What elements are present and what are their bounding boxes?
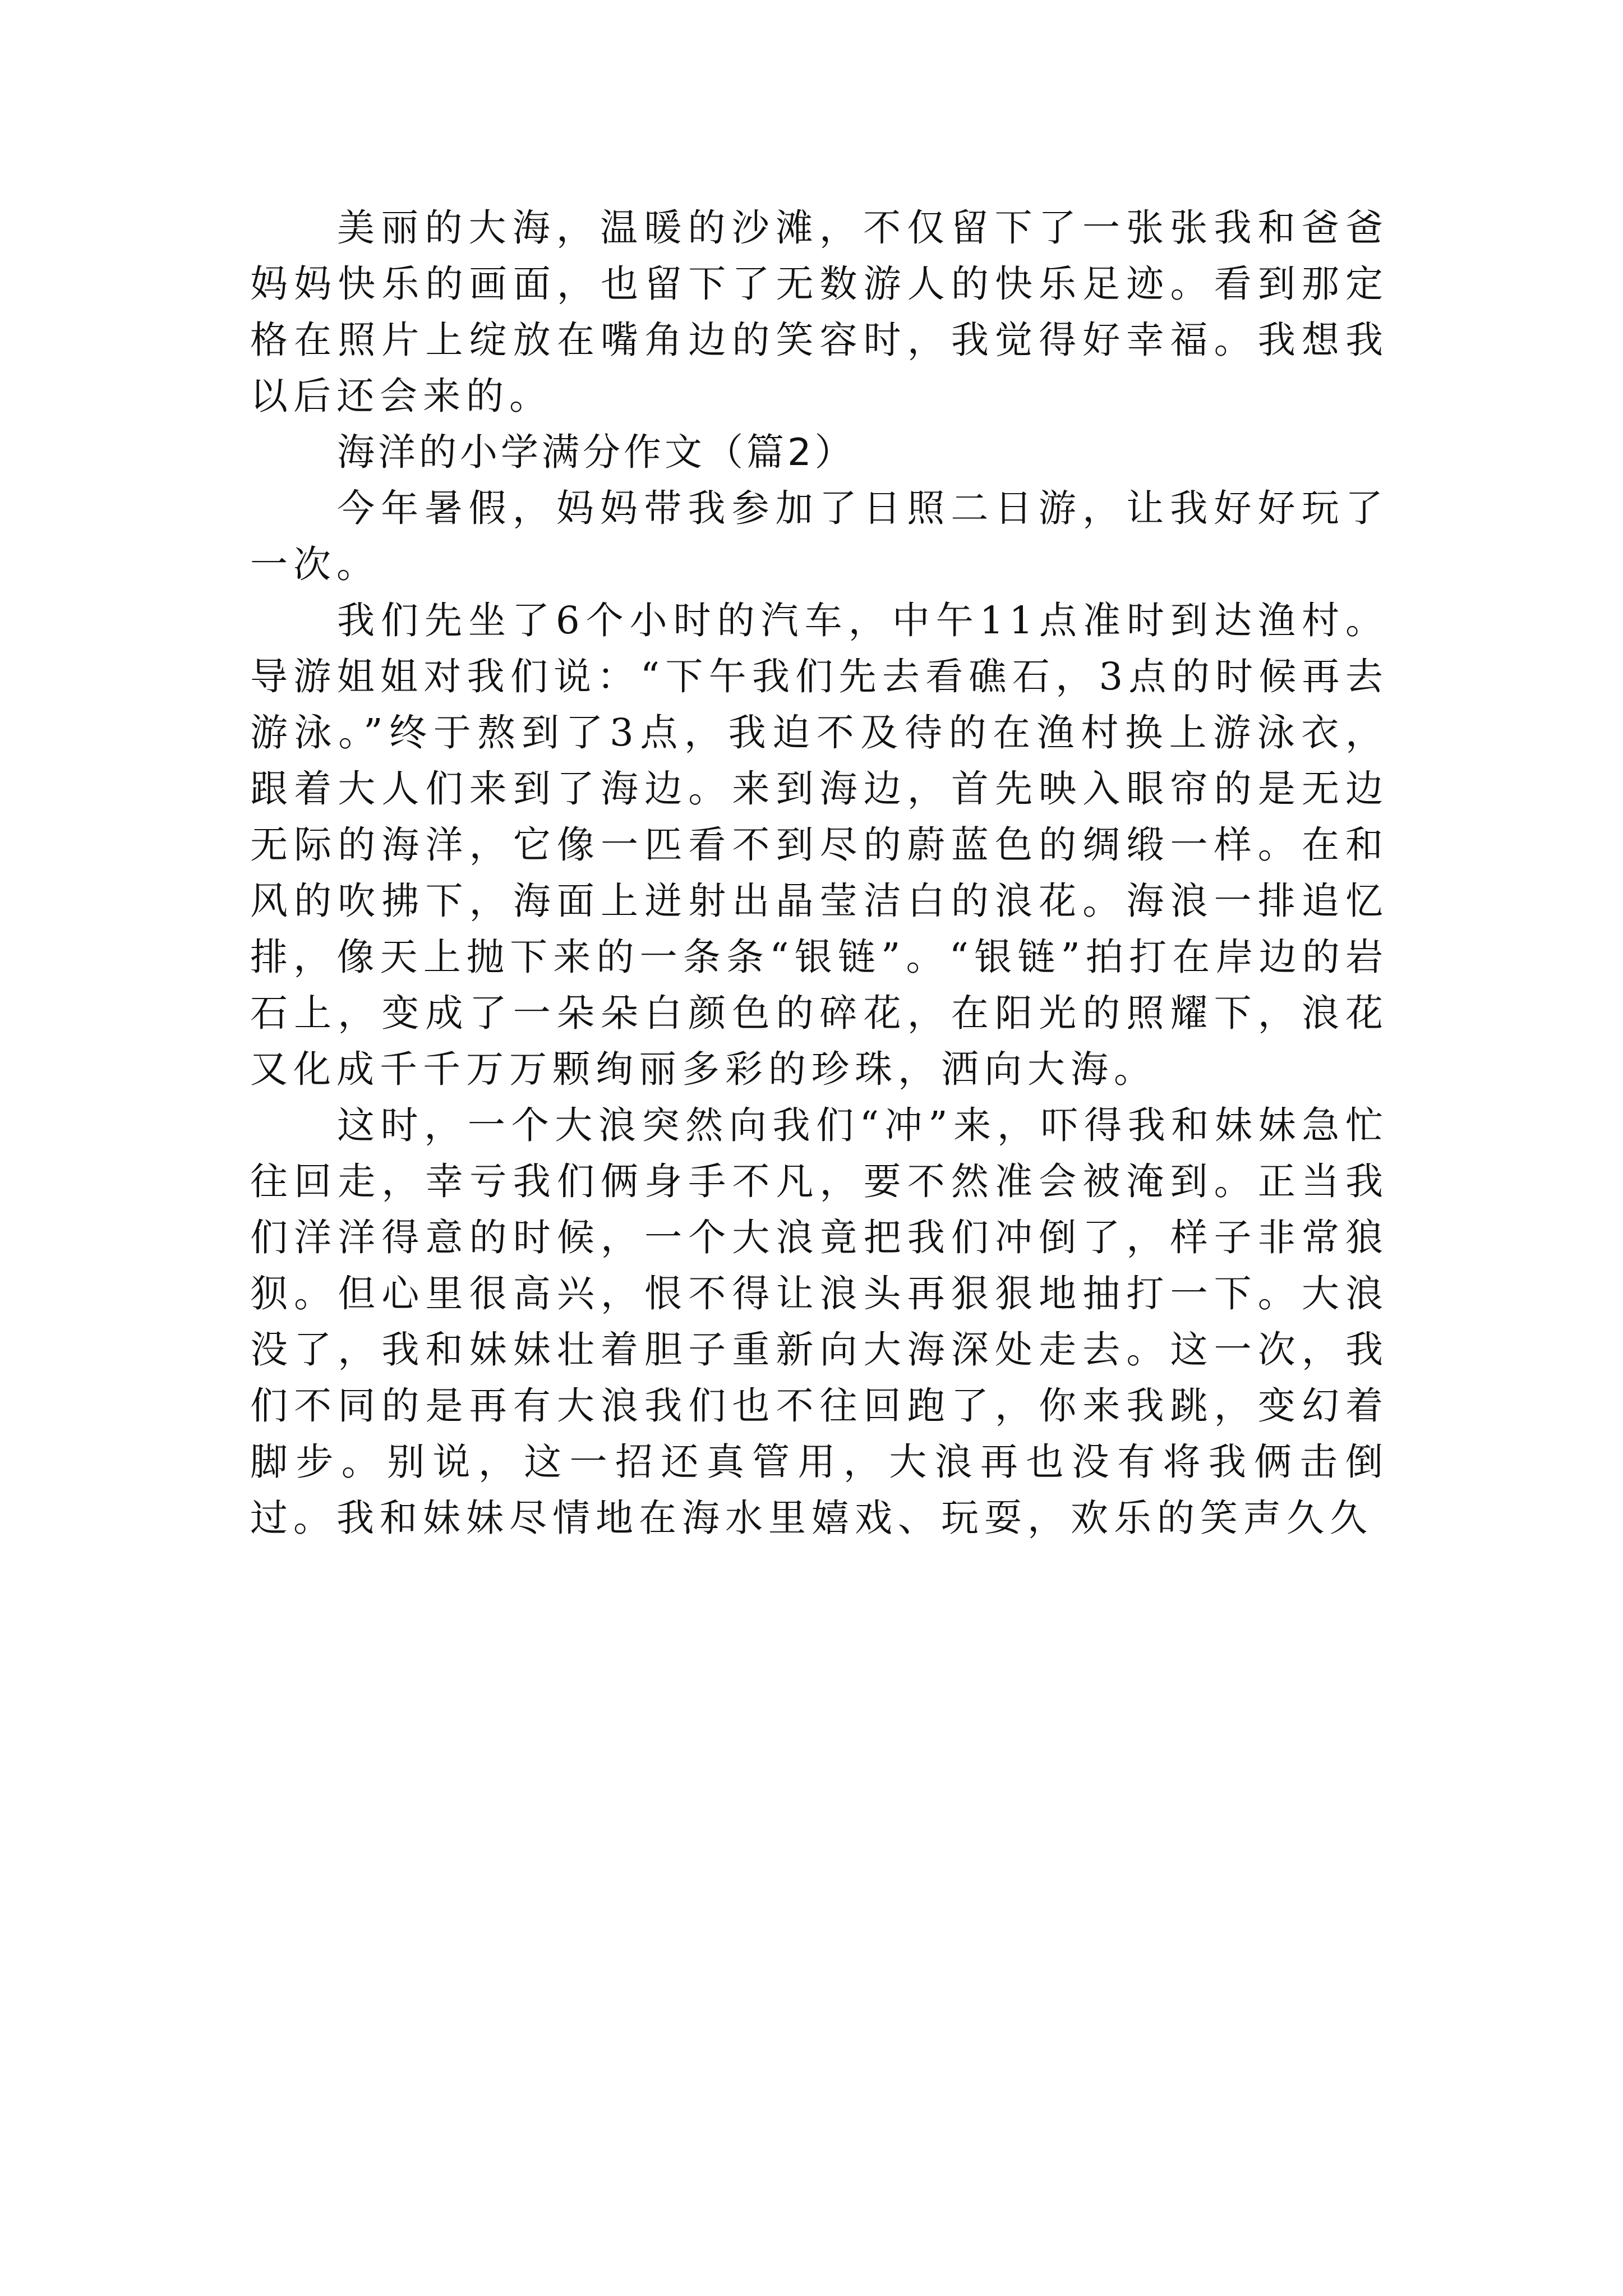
document-body — [250, 200, 1389, 1546]
paragraph: 这时，一个大浪突然向我们“冲”来，吓得我和妹妹急忙往回走，幸亏我们俩身手不凡，要不然准会被淹到。正当我们洋洋得意的时候，一个大浪竟把我们冲倒了，样子非常狼狈。但心里很高兴，恨不得让浪头再狠狠地抽打一下。大浪没了，我和妹妹壮着胆子重新向大海深处走去。这一次，我们不同的是再有大浪我们也不往回跑了，你来我跳，变幻着脚步。别说，这一招还真管用，大浪再也没有将我俩击倒过。我和妹妹尽情地在海水里嬉戏、玩耍，欢乐的笑声久久 — [250, 1103, 1389, 1540]
paragraph: 今年暑假，妈妈带我参加了日照二日游，让我好好玩了一次。 — [250, 486, 1389, 586]
paragraph: 我们先坐了6个小时的汽车，中午11点准时到达渔村。导游姐姐对我们说：“下午我们先去看礁石，3点的时候再去游泳。”终于熬到了3点，我迫不及待的在渔村换上游泳衣，跟着大人们来到了海边。来到海边，首先映入眼帘的是无边无际的海洋，它像一匹看不到尽的蔚蓝色的绸缎一样。在和风的吹拂下，海面上迸射出晶莹洁白的浪花。海浪一排追忆排，像天上抛下来的一条条“银链”。“银链”拍打在岸边的岩石上，变成了一朵朵白颜色的碎花，在阳光的照耀下，浪花又化成千千万万颗绚丽多彩的珍珠，洒向大海。 — [250, 599, 1389, 1091]
section-heading: 海洋的小学满分作文（篇2） — [337, 430, 856, 474]
paragraph: 美丽的大海，温暖的沙滩，不仅留下了一张张我和爸爸妈妈快乐的画面，也留下了无数游人的快乐足迹。看到那定格在照片上绽放在嘴角边的笑容时，我觉得好幸福。我想我以后还会来的。 — [250, 206, 1389, 418]
